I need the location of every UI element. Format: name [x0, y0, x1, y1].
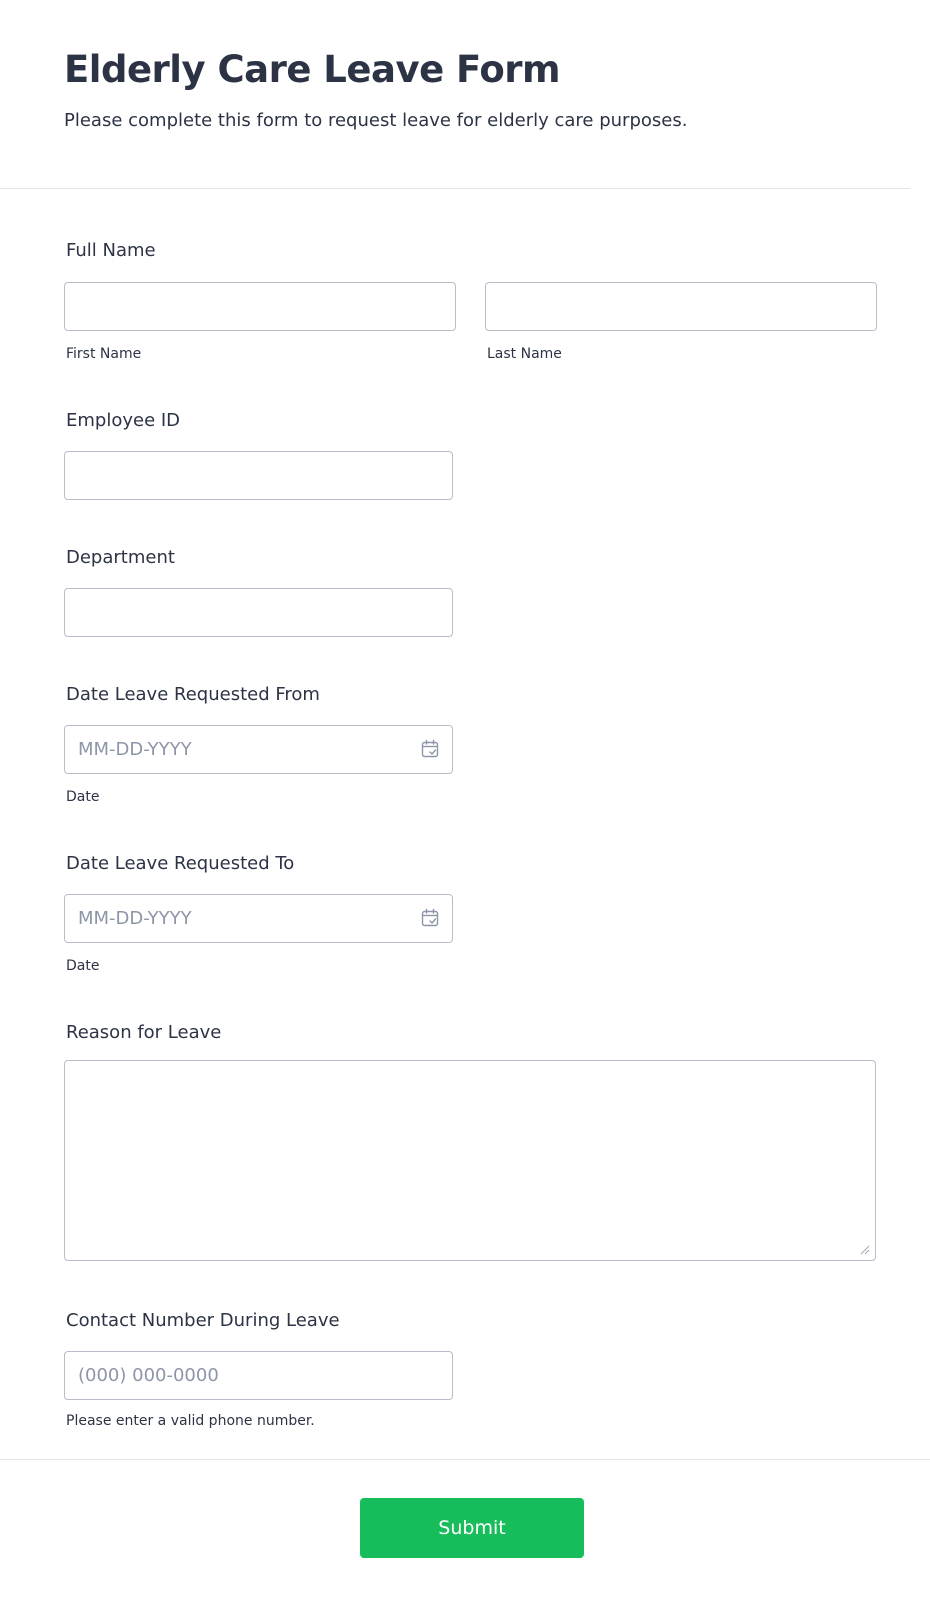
department-input[interactable]	[64, 588, 453, 637]
phone-input[interactable]	[64, 1351, 453, 1400]
date-to-label: Date Leave Requested To	[66, 853, 295, 874]
date-from-sublabel: Date	[66, 789, 100, 805]
first-name-input[interactable]	[64, 282, 456, 331]
calendar-icon[interactable]	[420, 908, 440, 928]
phone-sublabel: Please enter a valid phone number.	[66, 1413, 315, 1429]
employee-id-label: Employee ID	[66, 410, 181, 431]
submit-button[interactable]: Submit	[360, 1498, 584, 1558]
first-name-sublabel: First Name	[66, 346, 142, 362]
phone-label: Contact Number During Leave	[66, 1310, 340, 1331]
last-name-input[interactable]	[485, 282, 877, 331]
date-from-label: Date Leave Requested From	[66, 684, 320, 705]
reason-label: Reason for Leave	[66, 1022, 222, 1043]
form-title: Elderly Care Leave Form	[64, 48, 561, 91]
employee-id-input[interactable]	[64, 451, 453, 500]
resize-handle-icon[interactable]	[860, 1245, 870, 1255]
department-label: Department	[66, 547, 175, 568]
last-name-sublabel: Last Name	[487, 346, 562, 362]
calendar-icon[interactable]	[420, 739, 440, 759]
reason-textarea[interactable]	[64, 1060, 876, 1261]
date-from-field	[64, 725, 453, 774]
full-name-label: Full Name	[66, 240, 156, 261]
date-to-input[interactable]	[64, 894, 453, 943]
form-header	[0, 0, 910, 189]
footer-divider	[0, 1459, 930, 1460]
form-subtitle: Please complete this form to request leave for elderly care purposes.	[64, 110, 688, 131]
date-to-field	[64, 894, 453, 943]
date-to-sublabel: Date	[66, 958, 100, 974]
date-from-input[interactable]	[64, 725, 453, 774]
